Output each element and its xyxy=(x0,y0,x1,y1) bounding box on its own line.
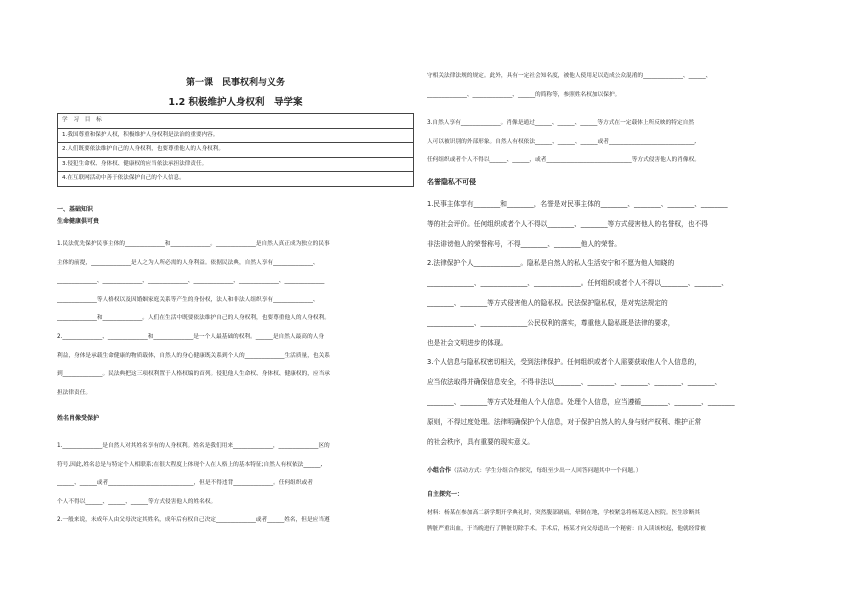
subsection-life-health xyxy=(57,213,414,232)
learning-goals-box xyxy=(57,113,414,187)
self-exploration xyxy=(427,486,811,537)
group-cooperation xyxy=(427,462,811,481)
paragraph-name-right xyxy=(57,437,414,530)
text-line: ______、______或者______________________________，但是不得违背______________。任何组织或者 xyxy=(57,480,313,487)
text-line: 原则，不得过度处理。法律明确保护个人信息，对于保护自然人的人身与财产权利、维护正常 xyxy=(427,417,702,426)
text-line: 任何组织或者个人不得以______、______，或者______________________________等方式侵害他人的肖像权。 xyxy=(427,157,700,164)
text-line: 也是社会文明进步的体现。 xyxy=(427,338,508,347)
subsection-heading: 姓名肖像受保护 xyxy=(57,415,100,422)
text-line: 1.民法优先保护民事主体的______________和______________。______________是自然人真正成为独立的民事 xyxy=(57,241,330,247)
learning-goal-item: 2.人们既要依法维护自己的人身权利，也要尊重他人的人身权利。 xyxy=(58,142,413,157)
text-line: 到______________。民法典把这三项权利置于人格权编的首列。侵犯他人生命权、身体权、健康权的，应当承 xyxy=(57,371,330,378)
text-line: 非法诽谤他人的荣誉称号，不得________、________他人的荣誉。 xyxy=(427,239,621,248)
text-line: 担法律责任。 xyxy=(57,389,92,396)
text-line: 利益，身体是承载生命健康的物质载体，自然人的身心健康既关系到个人的______________生活质量，也关系 xyxy=(57,352,330,359)
text-line: 2.一般来说，未成年人由父母决定其姓名，成年后有权自己决定______________或者______姓名，但是应当遵 xyxy=(57,517,330,524)
text-line: ________、________等方式侵害他人的隐私权。民法保护隐私权，是对宪法规定的 xyxy=(427,298,668,307)
paragraph-rights-1 xyxy=(57,235,414,402)
paragraph-reputation-privacy xyxy=(427,195,811,452)
text-line: 脾脏严重出血，于当晚进行了脾脏切除手术。手术后，杨某才向父母道出一个秘密：自入读该校起，他就经常被 xyxy=(427,525,706,532)
text-line: ______________、______________、______________。任何组织或者个人不得以________、________、 xyxy=(427,279,728,288)
text-line: ______________、______________、______________、______________、______________、______________ xyxy=(57,278,325,285)
text-line: 主体的前提，______________是人之为人所必需的人身利益。依据民法典，自然人享有______________、 xyxy=(57,259,319,266)
explore-title: 自主探究一： xyxy=(427,491,464,498)
learning-goals-header: 学 习 目 标 xyxy=(62,117,104,123)
group-note: （活动方式：学生分组合作探究，每组至少出一人回答问题其中一个问题。） xyxy=(451,468,642,474)
text-line: 1.______________是自然人对其姓名享有的人身权利。姓名是我们用来______________，______________区的 xyxy=(57,443,330,449)
text-line: 3.个人信息与隐私权密切相关，受到法律保护。任何组织或者个人需要获取他人个人信息的， xyxy=(427,358,701,367)
text-line: 3.自然人享有______________。肖像是通过______、______、______等方式在一定载体上所反映的特定自然 xyxy=(427,120,695,126)
subsection-heading: 生命健康俱可贵 xyxy=(57,218,100,225)
text-line: ______________等人格权以及因婚姻家庭关系等产生的身份权，法人和非法人组织享有______________、 xyxy=(57,296,319,303)
text-line: 2.______________、______________和______________是一个人最基础的权利。______是自然人最高的人身 xyxy=(57,333,325,340)
text-line: 个人不得以______、______、______等方式侵害他人的姓名权。 xyxy=(57,498,217,505)
text-line: 的社会秩序，具有重要的现实意义。 xyxy=(427,437,534,446)
learning-goal-item: 1.我国尊重和保护人权，积极维护人身权利是法治的重要内容。 xyxy=(58,128,413,143)
section-heading: 一、基础知识 xyxy=(57,206,94,213)
text-line: 1.民事主体享有________和________，名誉是对民事主体的________、________、________、________ xyxy=(427,200,728,208)
paragraph-portrait-right xyxy=(427,114,811,170)
text-line: 人可以被识别的外部形象。自然人有权依法______、______、______或者______________________________, xyxy=(427,138,697,145)
text-line: ______________、______________、______的简称等，参照姓名权加以保护。 xyxy=(427,91,621,98)
subsection-heading: 名誉隐私不可侵 xyxy=(427,178,476,186)
text-line: 等的社会评价。任何组织或者个人不得以________、________等方式侵害他人的名誉权，也不得 xyxy=(427,219,708,228)
subsection-reputation-privacy xyxy=(427,173,811,193)
paragraph-name-continued xyxy=(427,67,811,104)
group-title: 小组合作 xyxy=(427,467,452,474)
lesson-subtitle: 1.2 积极维护人身权利 导学案 xyxy=(168,97,303,108)
text-line: 材料：杨某在参加高二新学期开学典礼时，突然腹部剧痛，晕倒在地，学校紧急将杨某送入医院。医生诊断其 xyxy=(427,509,700,516)
text-line: 应当依法取得并确保信息安全，不得非法以________、________、________、________、________、 xyxy=(427,378,722,387)
text-line: 符号,因此,姓名总是与特定个人相联系;在很大程度上体现个人在人格上的基本特征;自然人有权依法______, xyxy=(57,461,323,468)
text-line: ______________、______________公民权利的落实，尊重他人隐私既是法律的要求， xyxy=(427,318,675,327)
text-line: 2.法律保护个人______________。隐私是自然人的私人生活安宁和不愿为他人知晓的 xyxy=(427,259,675,268)
group-line xyxy=(427,462,811,481)
subsection-name-portrait xyxy=(57,410,414,429)
learning-goal-item: 3.侵犯生命权、身体权、健康权的应当依法承担法律责任。 xyxy=(58,157,413,172)
text-line: ______________和______________。人们在生活中既要依法维护自己的人身权利，也要尊重他人的人身权利。 xyxy=(57,315,330,322)
text-line: ________、________等方式处理他人个人信息。处理个人信息，应当遵循________、________、________ xyxy=(427,397,735,406)
learning-goal-item: 4.在互联网活动中善于依法保护自己的个人信息。 xyxy=(58,171,413,186)
text-line: 守相关法律法规的规定。此外，具有一定社会知名度，被他人使用足以造成公众混淆的______________、______、 xyxy=(427,73,712,79)
lesson-title: 第一课 民事权利与义务 xyxy=(185,78,285,88)
